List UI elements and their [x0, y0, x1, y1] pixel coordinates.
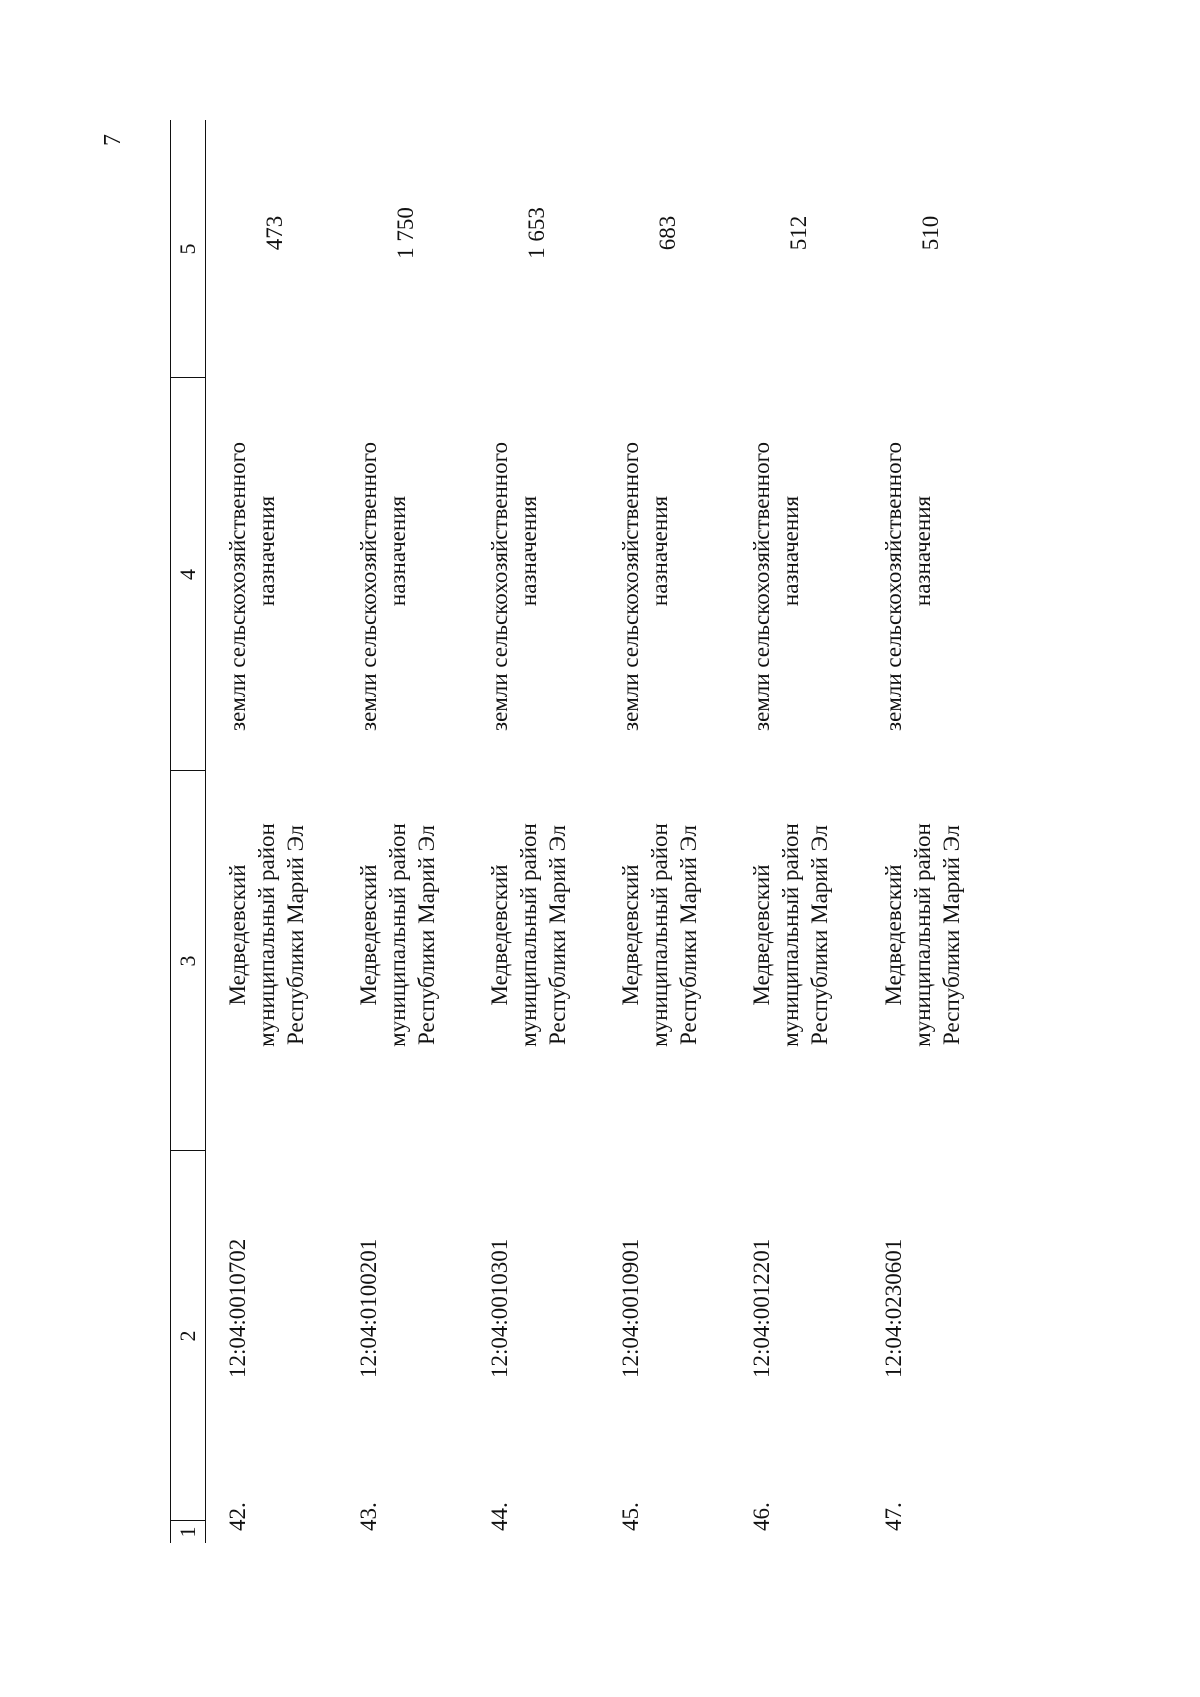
cadastral-number: 12:04:0010301 — [487, 1238, 512, 1378]
location-cell — [354, 755, 441, 1115]
land-category-line: назначения — [516, 495, 541, 607]
location-line: Республики Марий Эл — [283, 824, 308, 1046]
area-value: 1 750 — [393, 207, 418, 259]
row-number: 45. — [618, 1502, 643, 1531]
location-line: муниципальный район — [385, 823, 410, 1047]
location-line: Республики Марий Эл — [807, 824, 832, 1046]
table-row — [871, 120, 991, 1543]
column-header-1: 1 — [175, 1526, 200, 1538]
location-cell — [747, 755, 834, 1115]
column-header-3: 3 — [175, 955, 200, 967]
table-row — [215, 120, 335, 1543]
location-line: Медведевский — [356, 864, 381, 1006]
land-category-line: назначения — [254, 495, 279, 607]
land-category-line: назначения — [647, 495, 672, 607]
location-cell — [485, 755, 572, 1115]
location-cell — [879, 755, 966, 1115]
location-line: муниципальный район — [647, 823, 672, 1047]
cadastral-number: 12:04:0010901 — [618, 1238, 643, 1378]
area-value: 510 — [918, 215, 943, 251]
land-category-cell — [879, 371, 937, 731]
land-category-cell — [354, 371, 412, 731]
location-line: Медведевский — [618, 864, 643, 1006]
cadastral-number: 12:04:0100201 — [356, 1238, 381, 1378]
land-category-cell — [747, 371, 805, 731]
location-cell — [223, 755, 310, 1115]
location-cell — [616, 755, 703, 1115]
table-row — [346, 120, 466, 1543]
area-value: 1 653 — [524, 207, 549, 259]
land-category-line: назначения — [910, 495, 935, 607]
location-line: Медведевский — [881, 864, 906, 1006]
land-category-cell — [485, 371, 543, 731]
location-line: муниципальный район — [254, 823, 279, 1047]
area-value: 683 — [655, 215, 680, 251]
cadastral-number: 12:04:0230601 — [881, 1238, 906, 1378]
location-line: муниципальный район — [910, 823, 935, 1047]
row-number: 43. — [356, 1502, 381, 1531]
location-line: Республики Марий Эл — [676, 824, 701, 1046]
location-line: Медведевский — [749, 864, 774, 1006]
land-category-line: земли сельскохозяйственного — [881, 442, 906, 731]
row-number: 44. — [487, 1502, 512, 1531]
location-line: Медведевский — [487, 864, 512, 1006]
cadastral-number: 12:04:0012201 — [749, 1238, 774, 1378]
table-row — [477, 120, 597, 1543]
column-header-5: 5 — [175, 243, 200, 255]
row-number: 42. — [225, 1502, 250, 1531]
location-line: муниципальный район — [778, 823, 803, 1047]
column-header-4: 4 — [175, 569, 200, 580]
cadastral-number: 12:04:0010702 — [225, 1238, 250, 1378]
area-value: 512 — [786, 215, 811, 251]
table-header-rule — [205, 120, 206, 1543]
land-category-cell — [616, 371, 674, 731]
location-line: Медведевский — [225, 864, 250, 1006]
location-line: муниципальный район — [516, 823, 541, 1047]
land-category-line: назначения — [778, 495, 803, 607]
location-line: Республики Марий Эл — [414, 824, 439, 1046]
page-number: 7 — [100, 134, 126, 146]
location-line: Республики Марий Эл — [545, 824, 570, 1046]
location-line: Республики Марий Эл — [939, 824, 964, 1046]
table-row — [739, 120, 859, 1543]
row-number: 46. — [749, 1502, 774, 1531]
area-value: 473 — [262, 215, 287, 251]
land-category-line: назначения — [385, 495, 410, 607]
column-header-2: 2 — [175, 1330, 200, 1342]
land-category-line: земли сельскохозяйственного — [749, 442, 774, 731]
land-plots-table — [170, 120, 964, 1543]
land-category-line: земли сельскохозяйственного — [356, 442, 381, 731]
land-category-cell — [223, 371, 281, 731]
land-category-line: земли сельскохозяйственного — [225, 442, 250, 731]
land-category-line: земли сельскохозяйственного — [487, 442, 512, 731]
land-category-line: земли сельскохозяйственного — [618, 442, 643, 731]
row-number: 47. — [881, 1502, 906, 1531]
table-row — [608, 120, 728, 1543]
